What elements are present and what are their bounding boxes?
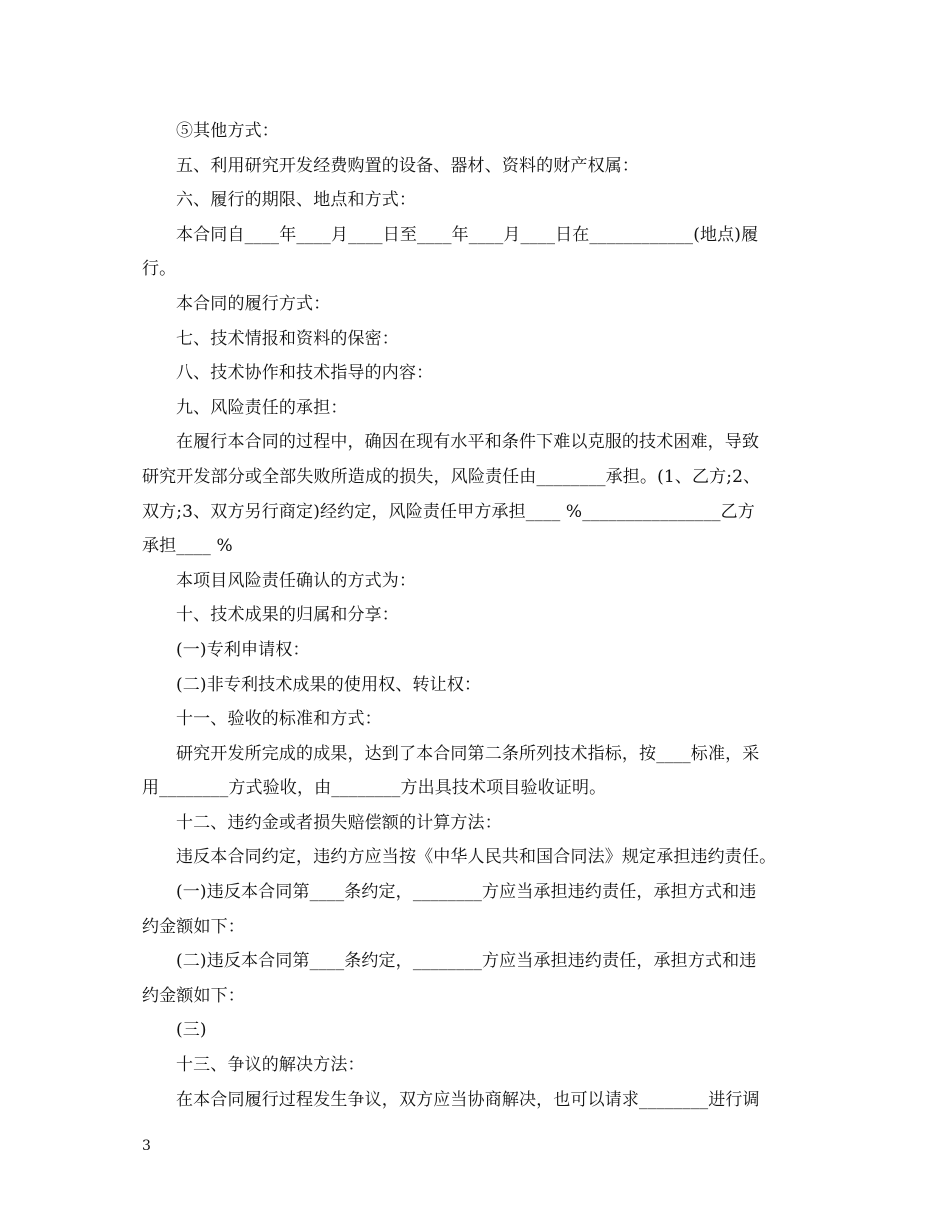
document-body	[142, 114, 814, 1117]
clause-line: 研究开发部分或全部失败所造成的损失，风险责任由________承担。(1、乙方;2、	[142, 466, 761, 487]
page-number: 3	[142, 1138, 151, 1154]
clause-line: 五、利用研究开发经费购置的设备、器材、资料的财产权属：	[176, 155, 640, 176]
clause-line: 约金额如下：	[142, 985, 245, 1006]
clause-line: 十一、验收的标准和方式：	[176, 709, 382, 730]
clause-line: (一)违反本合同第____条约定，________方应当承担违约责任，承担方式和违	[176, 882, 757, 903]
clause-line: (三)	[176, 1020, 207, 1041]
clause-line: 十、技术成果的归属和分享：	[176, 605, 399, 626]
clause-line: 十二、违约金或者损失赔偿额的计算方法：	[176, 812, 502, 833]
clause-line: (一)专利申请权：	[176, 639, 310, 660]
clause-line: 双方;3、双方另行商定)经约定，风险责任甲方承担____ %________________乙方	[142, 501, 755, 522]
clause-line: 九、风险责任的承担：	[176, 397, 348, 418]
clause-line: 本合同的履行方式：	[176, 293, 331, 314]
clause-line: 行。	[142, 259, 177, 280]
clause-line: 在本合同履行过程发生争议，双方应当协商解决，也可以请求________进行调	[176, 1089, 760, 1110]
clause-line: 在履行本合同的过程中，确因在现有水平和条件下难以克服的技术困难，导致	[176, 432, 760, 453]
clause-line: (二)违反本合同第____条约定，________方应当承担违约责任，承担方式和违	[176, 951, 757, 972]
clause-line: 八、技术协作和技术指导的内容：	[176, 363, 434, 384]
clause-line: 研究开发所完成的成果，达到了本合同第二条所列技术指标，按____标准，采	[176, 743, 760, 764]
clause-line: 七、技术情报和资料的保密：	[176, 328, 399, 349]
clause-line: 十三、争议的解决方法：	[176, 1055, 365, 1076]
clause-line: 约金额如下：	[142, 916, 245, 937]
clause-line: 本项目风险责任确认的方式为：	[176, 570, 417, 591]
clause-line: 承担____ %	[142, 536, 233, 557]
clause-line: 六、履行的期限、地点和方式：	[176, 190, 417, 211]
clause-line: ⑤其他方式：	[176, 121, 279, 141]
clause-line: 用________方式验收，由________方出具技术项目验收证明。	[142, 778, 607, 799]
clause-line: 本合同自____年____月____日至____年____月____日在____________(地点)履	[176, 224, 759, 245]
clause-line: 违反本合同约定，违约方应当按《中华人民共和国合同法》规定承担违约责任。	[176, 847, 777, 868]
clause-line: (二)非专利技术成果的使用权、转让权：	[176, 674, 482, 695]
